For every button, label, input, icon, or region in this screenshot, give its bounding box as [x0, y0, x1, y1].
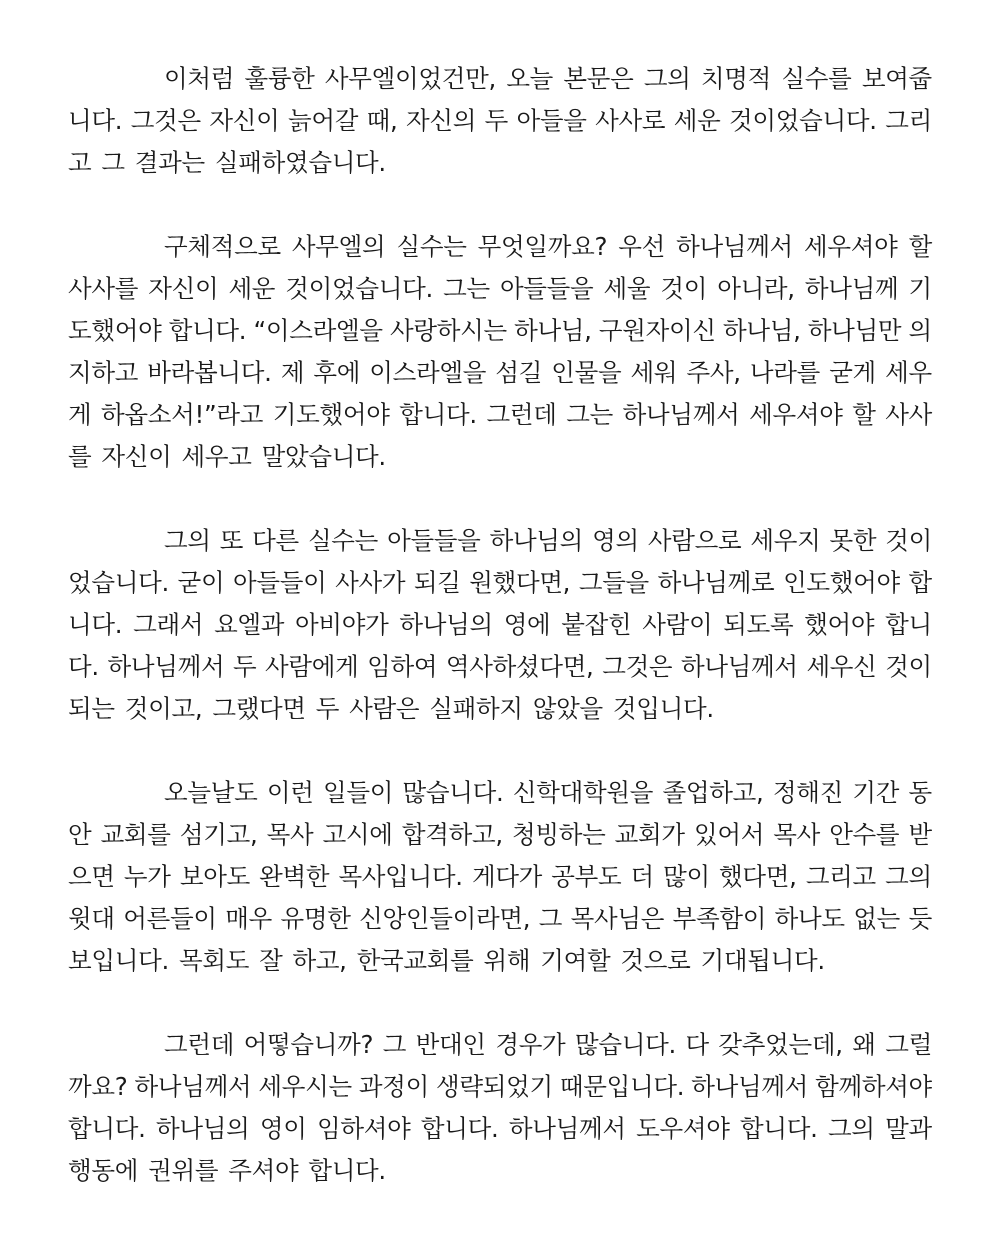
word: 영의 [592, 526, 639, 555]
word: 실수는 [307, 526, 379, 555]
word: 말과 [885, 1114, 932, 1143]
word: 할 [852, 400, 876, 429]
word: 경우가 [495, 1030, 566, 1059]
word: 완벽한 [259, 862, 330, 891]
word: 더 [630, 862, 654, 891]
paragraph-5 [68, 1024, 932, 1192]
word: 세우고 [181, 442, 252, 471]
word: 하나님, [722, 316, 801, 345]
word: 하옵소서!”라고 [101, 400, 264, 429]
word: 치명적 [700, 64, 772, 93]
word: “이스라엘을 [253, 316, 383, 345]
word: 실수는 [396, 232, 467, 261]
word: 유명한 [280, 904, 351, 933]
word: 두 [315, 694, 340, 723]
word: 정해진 [772, 778, 843, 807]
word: 보입니다. [68, 946, 169, 975]
word: 합 [908, 568, 932, 597]
word: 니다. [68, 106, 123, 135]
paragraph-1 [68, 58, 932, 184]
word: 그는 [566, 400, 613, 429]
word: 구원자이신 [598, 316, 716, 345]
word: 오늘날도 [164, 778, 258, 807]
word: 다. [68, 652, 99, 681]
word: 합니다. [68, 1114, 146, 1143]
word: 섬기고, [179, 820, 258, 849]
word: 왜 [852, 1030, 876, 1059]
word: 본문은 [563, 64, 634, 93]
word: 것이었습니다. [285, 274, 433, 303]
word: 목사입니다. [338, 862, 463, 891]
word: 훌륭한 [244, 64, 315, 93]
word: 나라를 [749, 358, 820, 387]
word: 그는 [443, 274, 490, 303]
word: 세운 [673, 106, 721, 135]
word: 어떻습니까? [243, 1030, 374, 1059]
word: 하나님께서 [622, 400, 740, 429]
text-line [68, 436, 932, 478]
word: 일들이 [323, 778, 394, 807]
word: 자신이 [209, 106, 280, 135]
word: 구체적으로 [164, 232, 281, 261]
word: 세운 [228, 274, 276, 303]
word: 를 [68, 442, 92, 471]
word: 주셔야 [228, 1156, 299, 1185]
word: 안수를 [829, 820, 900, 849]
word: 하나님의 [156, 1114, 250, 1143]
word: 기 [908, 274, 932, 303]
word: 동 [908, 778, 932, 807]
word: 다 [685, 1030, 709, 1059]
text-line [68, 646, 932, 688]
word: 하나님께서 [680, 652, 798, 681]
word: 하고, [292, 946, 347, 975]
word: 않았을 [532, 694, 603, 723]
word: 임하여 [367, 652, 438, 681]
word: 위해 [483, 946, 531, 975]
word: 하나도 [774, 904, 845, 933]
word: 두 [232, 652, 257, 681]
word: 그의 [164, 526, 211, 555]
word: 하나님께 [804, 274, 899, 303]
word: 것이었습니다. [729, 106, 877, 135]
word: 그의 [828, 1114, 875, 1143]
word: 요엘과 [214, 610, 285, 639]
word: 하나님께로 [657, 568, 775, 597]
word: 그 [101, 148, 125, 177]
word: 이처럼 [164, 64, 235, 93]
word: 아니라, [717, 274, 795, 303]
word: 주사, [686, 358, 741, 387]
text-line [68, 772, 932, 814]
word: 합니다. [399, 400, 477, 429]
text-line [68, 142, 932, 184]
word: 그리고 [805, 862, 876, 891]
word: 때문입니다. [559, 1072, 685, 1101]
word: 사람으로 [647, 526, 742, 555]
word: 신앙인들이라면, [359, 904, 531, 933]
word: 부족함이 [672, 904, 767, 933]
word: 영이 [259, 1114, 307, 1143]
word: 행동에 [68, 1156, 139, 1185]
word: 었습니다. [68, 568, 169, 597]
text-line [68, 856, 932, 898]
word: 목사님은 [570, 904, 665, 933]
text-line [68, 688, 932, 730]
word: 그것은 [602, 652, 673, 681]
word: 누가 [123, 862, 171, 891]
text-line [68, 58, 932, 100]
word: 역사하셨다면, [445, 652, 594, 681]
word: 받 [908, 820, 932, 849]
word: 목사 [773, 820, 820, 849]
word: 자신이 [148, 274, 219, 303]
word: 실패하였습니다. [214, 148, 386, 177]
word: 것으로 [620, 946, 691, 975]
word: 보여줍 [861, 64, 932, 93]
word: 그의 [643, 64, 691, 93]
word: 다른 [252, 526, 299, 555]
word: 되길 [413, 568, 461, 597]
word: 고시에 [322, 820, 393, 849]
word: 인도했어야 [783, 568, 900, 597]
word: 하나님의 [399, 610, 493, 639]
word: 하나님께서 [107, 652, 225, 681]
word: 게다가 [471, 862, 543, 891]
word: 실패하지 [429, 694, 523, 723]
word: 기도했어야 [272, 400, 390, 429]
text-line [68, 940, 932, 982]
word: 붙잡힌 [561, 610, 632, 639]
word: 하나님의 [489, 526, 584, 555]
word: 권위를 [148, 1156, 219, 1185]
word: 세우신 [806, 652, 877, 681]
word: 생략되었기 [435, 1072, 553, 1101]
word: 사무엘의 [291, 232, 386, 261]
word: 신학대학원을 [512, 778, 654, 807]
word: 것이고, [124, 694, 203, 723]
word: 아들들을 [499, 274, 594, 303]
word: 세우시는 [258, 1072, 352, 1101]
word: 합니 [885, 610, 932, 639]
word: 그랬다면 [212, 694, 306, 723]
word: 목회도 [178, 946, 250, 975]
word: 지하고 [68, 358, 139, 387]
word: 했다면, [719, 862, 797, 891]
word: 청빙하는 [512, 820, 606, 849]
text-line [68, 352, 932, 394]
word: 것이 [885, 526, 932, 555]
word: 사사 [885, 400, 932, 429]
word: 합니다. [740, 1114, 818, 1143]
word: 공부도 [551, 862, 622, 891]
word: 교회를 [100, 820, 171, 849]
word: 니다. [68, 610, 123, 639]
word: 합니다. [168, 316, 247, 345]
word: 후에 [313, 358, 361, 387]
word: 의 [908, 316, 932, 345]
word: 아들들이 [232, 568, 327, 597]
word: 두 [484, 106, 508, 135]
word: 갖추었는데, [718, 1030, 843, 1059]
word: 되도록 [723, 610, 794, 639]
word: 있어서 [693, 820, 765, 849]
word: 하나님께서 [676, 232, 793, 261]
word: 듯 [908, 904, 932, 933]
word: 오늘 [506, 64, 554, 93]
text-line [68, 394, 932, 436]
word: 기대됩니다. [700, 946, 825, 975]
word: 섬길 [495, 358, 543, 387]
word: 세울 [603, 274, 651, 303]
text-line [68, 1150, 932, 1192]
word: 많이 [663, 862, 710, 891]
word: 목사 [266, 820, 314, 849]
word: 합격하고, [401, 820, 503, 849]
word: 사람이 [642, 610, 713, 639]
text-line [68, 604, 932, 646]
word: 사무엘이었건만, [324, 64, 496, 93]
word: 하나님, [514, 316, 592, 345]
word: 늙어갈 [288, 106, 359, 135]
word: 하나님께서 [691, 1072, 809, 1101]
word: 말았습니다. [261, 442, 386, 471]
word: 기여할 [540, 946, 611, 975]
paragraph-4 [68, 772, 932, 982]
word: 아들들을 [387, 526, 481, 555]
word: 많습니다. [402, 778, 504, 807]
word: 굳이 [177, 568, 225, 597]
word: 무엇일까요? [477, 232, 608, 261]
text-line [68, 100, 932, 142]
text-line [68, 268, 932, 310]
word: 아비야가 [295, 610, 389, 639]
word: 하나님께서 [134, 1072, 252, 1101]
word: 세워 [630, 358, 678, 387]
word: 많습니다. [574, 1030, 676, 1059]
word: 하나님께서 [508, 1114, 626, 1143]
word: 없는 [853, 904, 901, 933]
word: 사람은 [349, 694, 420, 723]
word: 임하셔야 [317, 1114, 411, 1143]
word: 원했다면, [469, 568, 571, 597]
word: 실수를 [781, 64, 852, 93]
word: 이스라엘을 [369, 358, 487, 387]
word: 사사가 [335, 568, 406, 597]
word: 기간 [852, 778, 900, 807]
word: 것이 [660, 274, 708, 303]
word: 한국교회를 [356, 946, 474, 975]
word: 으면 [68, 862, 115, 891]
word: 바라봅니다. [147, 358, 272, 387]
word: 것이 [885, 652, 932, 681]
word: 제 [280, 358, 305, 387]
word: 그것은 [130, 106, 201, 135]
word: 까요? [68, 1072, 128, 1101]
word: 반대인 [415, 1030, 486, 1059]
word: 세우셔야 [749, 400, 843, 429]
word: 게 [68, 400, 92, 429]
word: 것입니다. [612, 694, 714, 723]
word: 고 [68, 148, 92, 177]
word: 사랑하시는 [390, 316, 507, 345]
word: 아들을 [516, 106, 587, 135]
word: 이런 [266, 778, 314, 807]
word: 도했어야 [68, 316, 162, 345]
text-line [68, 1066, 932, 1108]
word: 합니다. [308, 1156, 386, 1185]
text-line [68, 1024, 932, 1066]
word: 되는 [68, 694, 115, 723]
word: 못한 [829, 526, 877, 555]
word: 때, [366, 106, 398, 135]
word: 그런데 [486, 400, 557, 429]
word: 또 [219, 526, 244, 555]
word: 할 [908, 232, 932, 261]
word: 윗대 [68, 904, 115, 933]
word: 영에 [503, 610, 551, 639]
word: 자신이 [101, 442, 172, 471]
word: 사사로 [595, 106, 666, 135]
word: 사람에게 [265, 652, 359, 681]
word: 그런데 [164, 1030, 235, 1059]
text-line [68, 898, 932, 940]
text-line [68, 310, 932, 352]
word: 그의 [885, 862, 932, 891]
text-line [68, 562, 932, 604]
word: 세우 [885, 358, 932, 387]
word: 그들을 [578, 568, 649, 597]
word: 안 [68, 820, 92, 849]
text-line [68, 226, 932, 268]
word: 세우셔야 [804, 232, 898, 261]
word: 그럴 [885, 1030, 932, 1059]
word: 과정이 [358, 1072, 429, 1101]
word: 결과는 [134, 148, 205, 177]
text-line [68, 814, 932, 856]
word: 사사를 [68, 274, 139, 303]
word: 그 [538, 904, 563, 933]
word: 함께하셔야 [815, 1072, 932, 1101]
word: 그 [382, 1030, 407, 1059]
word: 잘 [259, 946, 283, 975]
word: 보아도 [179, 862, 250, 891]
word: 우선 [618, 232, 666, 261]
word: 합니다. [420, 1114, 499, 1143]
word: 어른들이 [123, 904, 217, 933]
word: 인물을 [551, 358, 622, 387]
text-line [68, 1108, 932, 1150]
word: 하나님만 [807, 316, 902, 345]
paragraph-3 [68, 520, 932, 730]
word: 굳게 [829, 358, 876, 387]
word: 교회가 [614, 820, 685, 849]
word: 매우 [225, 904, 272, 933]
word: 세우지 [750, 526, 821, 555]
word: 도우셔야 [636, 1114, 730, 1143]
word: 졸업하고, [662, 778, 764, 807]
word: 했어야 [804, 610, 875, 639]
word: 그리 [885, 106, 932, 135]
text-line [68, 520, 932, 562]
word: 자신의 [406, 106, 477, 135]
word: 그래서 [133, 610, 204, 639]
paragraph-2 [68, 226, 932, 478]
